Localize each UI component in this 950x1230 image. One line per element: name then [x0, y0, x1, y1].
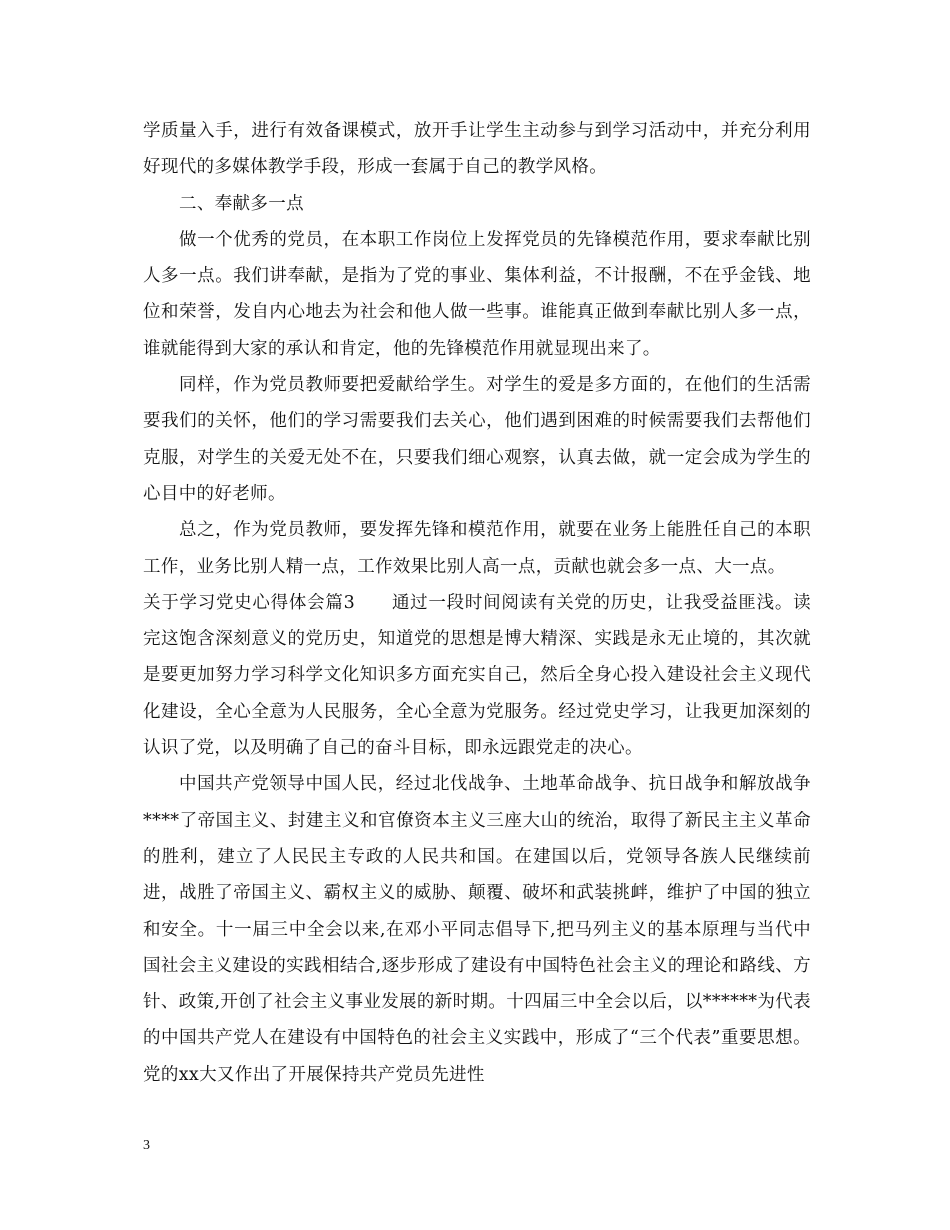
paragraph-dedication: 做一个优秀的党员，在本职工作岗位上发挥党员的先锋模范作用，要求奉献比别人多一点。我们讲奉献，是指为了党的事业、集体利益，不计报酬，不在乎金钱、地位和荣誉，发自内心地去为社会和他人做一些事。谁能真正做到奉献比别人多一点，谁就能得到大家的承认和肯定，他的先锋模范作用就显现出来了。	[143, 229, 811, 359]
section-heading-dedication: 二、奉献多一点	[179, 193, 304, 214]
paragraph-article-3-intro: 关于学习党史心得体会篇3 通过一段时间阅读有关党的历史，让我受益匪浅。读完这饱含深刻意义的党历史，知道党的思想是博大精深、实践是永无止境的，其次就是要更加努力学习科学文化知识多方面充实自己，然后全身心投入建设社会主义现代化建设，全心全意为人民服务，全心全意为党服务。经过党史学习，让我更加深刻的认识了党，以及明确了自己的奋斗目标，即永远跟党走的决心。	[143, 592, 811, 759]
paragraph-party-history: 中国共产党领导中国人民，经过北伐战争、土地革命战争、抗日战争和解放战争****了帝国主义、封建主义和官僚资本主义三座大山的统治，取得了新民主主义革命的胜利，建立了人民民主专政的人民共和国。在建国以后，党领导各族人民继续前进，战胜了帝国主义、霸权主义的威胁、颠覆、破坏和武装挑衅，维护了中国的独立和安全。十一届三中全会以来,在邓小平同志倡导下,把马列主义的基本原理与当代中国社会主义建设的实践相结合,逐步形成了建设有中国特色社会主义的理论和路线、方针、政策,开创了社会主义事业发展的新时期。十四届三中全会以后，以******为代表的中国共产党人在建设有中国特色的社会主义实践中，形成了“三个代表”重要思想。党的xx大又作出了开展保持共产党员先进性	[143, 774, 811, 1085]
paragraph-love-for-students: 同样，作为党员教师要把爱献给学生。对学生的爱是多方面的，在他们的生活需要我们的关怀，他们的学习需要我们去关心，他们遇到困难的时候需要我们去帮他们克服，对学生的关爱无处不在，只要我们细心观察，认真去做，就一定会成为学生的心目中的好老师。	[143, 375, 811, 504]
page-number: 3	[143, 1138, 150, 1153]
paragraph-teaching-style: 学质量入手，进行有效备课模式，放开手让学生主动参与到学习活动中，并充分利用好现代的多媒体教学手段，形成一套属于自己的教学风格。	[143, 121, 811, 178]
paragraph-conclusion: 总之，作为党员教师，要发挥先锋和模范作用，就要在业务上能胜任自己的本职工作，业务比别人精一点，工作效果比别人高一点，贡献也就会多一点、大一点。	[143, 520, 811, 577]
document-body	[143, 113, 811, 1093]
